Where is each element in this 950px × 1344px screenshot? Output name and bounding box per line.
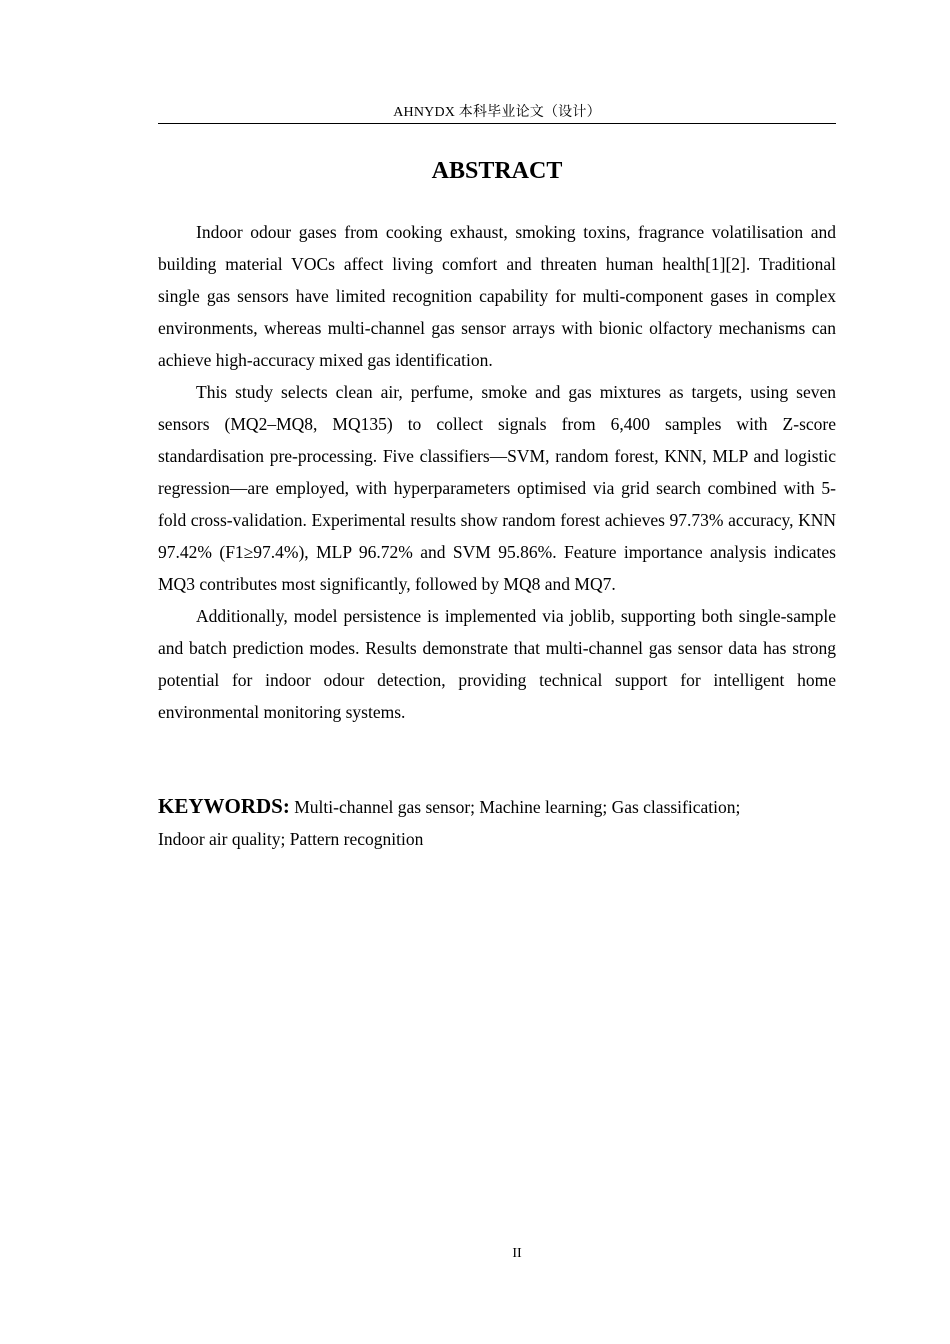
- abstract-paragraph: This study selects clean air, perfume, smoke and gas mixtures as targets, using seven sensors (MQ2–MQ8, MQ135) to collect signals from 6,400 samples with Z-score standardisation pre-processing. Five classifiers—SVM, random forest, KNN, MLP and logistic regression—are employed, with hyperparameters optimised via grid search combined with 5-fold cross-validation. Experimental results show random forest achieves 97.73% accuracy, KNN 97.42% (F1≥97.4%), MLP 96.72% and SVM 95.86%. Feature importance analysis indicates MQ3 contributes most significantly, followed by MQ8 and MQ7.: [158, 382, 836, 594]
- keywords-line-2: Indoor air quality; Pattern recognition: [158, 829, 424, 849]
- keywords-line-1: Multi-channel gas sensor; Machine learning; Gas classification;: [294, 797, 741, 817]
- header-rule: [158, 123, 836, 124]
- abstract-body: [158, 216, 836, 728]
- abstract-paragraph: Additionally, model persistence is implemented via joblib, supporting both single-sample and batch prediction modes. Results demonstrate that multi-channel gas sensor data has strong potential for indoor odour detection, providing technical support for intelligent home environmental monitoring systems.: [158, 606, 836, 722]
- running-header: AHNYDX 本科毕业论文（设计）: [393, 105, 601, 120]
- abstract-title: ABSTRACT: [431, 158, 563, 184]
- keywords-block: [158, 790, 836, 855]
- abstract-paragraph: Indoor odour gases from cooking exhaust, smoking toxins, fragrance volatilisation and building material VOCs affect living comfort and threaten human health[1][2]. Traditional single gas sensors have limited recognition capability for multi-component gases in complex environments, whereas multi-channel gas sensor arrays with bionic olfactory mechanisms can achieve high-accuracy mixed gas identification.: [158, 222, 836, 370]
- keywords-label: KEYWORDS:: [158, 794, 290, 818]
- page-number: II: [512, 1246, 522, 1261]
